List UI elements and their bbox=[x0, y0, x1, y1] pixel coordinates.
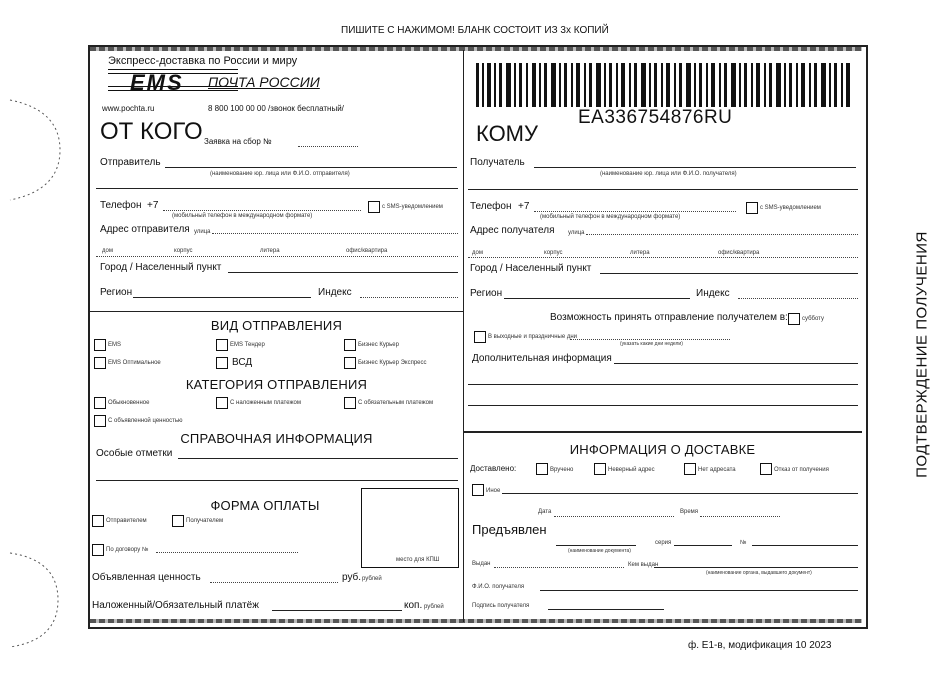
category-ordinary-label: Обыкновенное bbox=[108, 400, 150, 406]
recipient-name-delivery-field[interactable] bbox=[540, 590, 858, 591]
delivered-refused-checkbox[interactable] bbox=[760, 463, 772, 475]
recipient-section-divider bbox=[463, 431, 862, 433]
recipient-street-label: улица bbox=[568, 230, 585, 236]
sender-house-field[interactable] bbox=[96, 256, 458, 257]
issued-label: Выдан bbox=[472, 561, 491, 567]
pay-sender-label: Отправителем bbox=[106, 518, 147, 524]
delivered-no-addressee-checkbox[interactable] bbox=[684, 463, 696, 475]
additional-info-field-3[interactable] bbox=[468, 405, 858, 406]
category-declared-checkbox[interactable] bbox=[94, 415, 106, 427]
request-number-field[interactable] bbox=[298, 146, 358, 147]
contract-number-field[interactable] bbox=[156, 552, 298, 553]
additional-info-field-2[interactable] bbox=[468, 384, 858, 385]
declared-rub: руб. bbox=[342, 572, 362, 583]
saturday-label: субботу bbox=[802, 316, 824, 322]
website: www.pochta.ru bbox=[102, 104, 155, 113]
category-cod-checkbox[interactable] bbox=[216, 397, 228, 409]
recipient-title: КОМУ bbox=[476, 121, 538, 146]
type-business-express-label: Бизнес Курьер Экспресс bbox=[358, 360, 427, 366]
recipient-city-label: Город / Населенный пункт bbox=[470, 263, 592, 274]
recipient-phone-hint: (мобильный телефон в международном формате) bbox=[540, 214, 681, 220]
recipient-phone-field[interactable] bbox=[534, 211, 736, 212]
sender-address-label: Адрес отправителя bbox=[100, 224, 190, 235]
sender-phone-label: Телефон bbox=[100, 200, 142, 211]
delivered-other-label: Иное bbox=[486, 488, 501, 494]
reference-title: СПРАВОЧНАЯ ИНФОРМАЦИЯ bbox=[180, 431, 373, 446]
cod-label: Наложенный/Обязательный платёж bbox=[92, 600, 259, 611]
recipient-letter: литера bbox=[630, 250, 650, 256]
delivered-wrong-address-checkbox[interactable] bbox=[594, 463, 606, 475]
stamp-label: место для КПШ bbox=[396, 557, 440, 563]
holidays-label: В выходные и праздничные дни bbox=[488, 334, 578, 340]
support-phone: 8 800 100 00 00 /звонок бесплатный/ bbox=[208, 104, 344, 113]
sender-name-field[interactable] bbox=[165, 167, 457, 168]
declared-value-field[interactable] bbox=[210, 582, 338, 583]
type-ems-optimal-checkbox[interactable] bbox=[94, 357, 106, 369]
holidays-hint: (указать какие дни недели) bbox=[620, 341, 683, 347]
sender-label: Отправитель bbox=[100, 157, 161, 168]
sender-house: дом bbox=[102, 248, 113, 254]
recipient-street-field[interactable] bbox=[586, 234, 858, 235]
recipient-house: дом bbox=[472, 250, 483, 256]
type-vsd-checkbox[interactable] bbox=[216, 357, 228, 369]
category-mandatory-label: С обязательным платежом bbox=[358, 400, 434, 406]
time-label: Время bbox=[680, 509, 699, 515]
sender-index-label: Индекс bbox=[318, 287, 352, 298]
recipient-name-label: Ф.И.О. получателя bbox=[472, 584, 525, 590]
date-label: Дата bbox=[538, 509, 552, 515]
pay-recipient-label: Получателем bbox=[186, 518, 224, 524]
ems-logo: EMS bbox=[130, 70, 184, 95]
recipient-address-label: Адрес получателя bbox=[470, 225, 555, 236]
recipient-name-field-2[interactable] bbox=[468, 189, 858, 190]
barcode bbox=[476, 63, 856, 107]
sender-region-label: Регион bbox=[100, 287, 133, 298]
sender-city-label: Город / Населенный пункт bbox=[100, 262, 222, 273]
sender-section-divider bbox=[90, 311, 463, 312]
payment-title: ФОРМА ОПЛАТЫ bbox=[210, 498, 320, 513]
time-field[interactable] bbox=[700, 516, 780, 517]
category-ordinary-checkbox[interactable] bbox=[94, 397, 106, 409]
cod-field[interactable] bbox=[272, 610, 402, 611]
sender-street-label: улица bbox=[194, 229, 211, 235]
type-ems-checkbox[interactable] bbox=[94, 339, 106, 351]
tagline: Экспресс-доставка по России и миру bbox=[108, 55, 298, 67]
sender-region-field[interactable] bbox=[133, 297, 311, 298]
sender-letter: литера bbox=[260, 248, 280, 254]
type-ems-tender-label: EMS Тендер bbox=[230, 342, 265, 348]
series-label: серия bbox=[655, 540, 672, 546]
recipient-hint: (наименование юр. лица или Ф.И.О. получателя) bbox=[600, 171, 737, 177]
type-business-courier-checkbox[interactable] bbox=[344, 339, 356, 351]
type-ems-tender-checkbox[interactable] bbox=[216, 339, 228, 351]
sender-phone-hint: (мобильный телефон в международном формате) bbox=[172, 213, 313, 219]
number-label: № bbox=[740, 540, 747, 546]
sender-name-field-2[interactable] bbox=[96, 188, 458, 189]
presented-doc-hint: (наименование документа) bbox=[568, 548, 631, 554]
presented-label: Предъявлен bbox=[472, 522, 547, 537]
saturday-checkbox[interactable] bbox=[788, 313, 800, 325]
post-logo: ПОЧТА РОССИИ bbox=[208, 74, 320, 90]
series-field[interactable] bbox=[674, 545, 732, 546]
sender-street-field[interactable] bbox=[212, 233, 458, 234]
delivered-handed-label: Вручено bbox=[550, 467, 574, 473]
recipient-phone-label: Телефон bbox=[470, 201, 512, 212]
special-marks-label: Особые отметки bbox=[96, 448, 173, 459]
barcode-number: EA336754876RU bbox=[578, 107, 733, 128]
category-cod-label: С наложенным платежом bbox=[230, 400, 301, 406]
pay-contract-label: По договору № bbox=[106, 547, 149, 553]
form-footer: ф. Е1-в, модификация 10 2023 bbox=[688, 640, 832, 651]
additional-info-label: Дополнительная информация bbox=[472, 353, 612, 364]
request-label: Заявка на сбор № bbox=[204, 137, 272, 146]
delivered-no-addressee-label: Нет адресата bbox=[698, 467, 736, 473]
pay-sender-checkbox[interactable] bbox=[92, 515, 104, 527]
delivered-handed-checkbox[interactable] bbox=[536, 463, 548, 475]
type-ems-optimal-label: EMS Оптимальное bbox=[108, 360, 161, 366]
delivered-label: Доставлено: bbox=[470, 464, 517, 473]
type-business-courier-label: Бизнес Курьер bbox=[358, 342, 399, 348]
recipient-building: корпус bbox=[544, 250, 563, 256]
issued-by-label: Кем выдан bbox=[628, 562, 659, 568]
issued-hint: (наименование органа, выдавшего документ) bbox=[706, 570, 812, 576]
delivery-title: ИНФОРМАЦИЯ О ДОСТАВКЕ bbox=[569, 442, 756, 457]
top-banner: ПИШИТЕ С НАЖИМОМ! БЛАНК СОСТОИТ ИЗ 3х КОПИЙ bbox=[341, 25, 609, 36]
category-mandatory-checkbox[interactable] bbox=[344, 397, 356, 409]
stamp-box bbox=[361, 488, 459, 568]
sender-sms-checkbox[interactable] bbox=[368, 201, 380, 213]
center-divider bbox=[463, 50, 464, 622]
holidays-checkbox[interactable] bbox=[474, 331, 486, 343]
type-business-express-checkbox[interactable] bbox=[344, 357, 356, 369]
recipient-region-field[interactable] bbox=[504, 298, 690, 299]
recipient-house-field[interactable] bbox=[468, 257, 858, 258]
sender-phone-code: +7 bbox=[147, 200, 159, 211]
recipient-city-field[interactable] bbox=[600, 273, 858, 274]
recipient-label: Получатель bbox=[470, 157, 525, 168]
tear-mark-bottom bbox=[0, 545, 70, 655]
signature-label: Подпись получателя bbox=[472, 603, 530, 609]
bottom-band bbox=[90, 619, 862, 623]
top-band bbox=[90, 47, 862, 51]
recipient-sms-label: с SMS-уведомлением bbox=[760, 205, 821, 211]
sender-hint: (наименование юр. лица или Ф.И.О. отправителя) bbox=[210, 171, 350, 177]
declared-rubles: рублей bbox=[362, 576, 382, 582]
issued-by-field[interactable] bbox=[654, 567, 858, 568]
special-marks-field[interactable] bbox=[178, 458, 458, 459]
delivered-other-field[interactable] bbox=[502, 493, 858, 494]
recipient-index-field[interactable] bbox=[738, 298, 858, 299]
sender-sms-label: с SMS-уведомлением bbox=[382, 204, 443, 210]
delivered-other-checkbox[interactable] bbox=[472, 484, 484, 496]
cod-rubles: рублей bbox=[424, 604, 444, 610]
recipient-region-label: Регион bbox=[470, 288, 503, 299]
issued-date-field[interactable] bbox=[494, 567, 624, 568]
recipient-sms-checkbox[interactable] bbox=[746, 202, 758, 214]
signature-field[interactable] bbox=[548, 609, 664, 610]
recipient-name-field[interactable] bbox=[534, 167, 856, 168]
shipment-category-title: КАТЕГОРИЯ ОТПРАВЛЕНИЯ bbox=[185, 377, 368, 392]
tear-mark-top bbox=[0, 90, 70, 210]
sender-index-field[interactable] bbox=[360, 297, 458, 298]
type-ems-label: EMS bbox=[108, 342, 122, 348]
type-vsd-label: ВСД bbox=[232, 357, 253, 368]
special-marks-field-2[interactable] bbox=[96, 480, 458, 481]
category-declared-label: С объявленной ценностью bbox=[108, 418, 183, 424]
holidays-field[interactable] bbox=[570, 339, 730, 340]
sender-office: офис/квартира bbox=[346, 248, 388, 254]
pay-recipient-checkbox[interactable] bbox=[172, 515, 184, 527]
date-field[interactable] bbox=[554, 516, 674, 517]
number-field[interactable] bbox=[752, 545, 858, 546]
delivered-refused-label: Отказ от получения bbox=[774, 467, 829, 473]
recipient-phone-code: +7 bbox=[518, 201, 530, 212]
presented-doc-field[interactable] bbox=[556, 545, 636, 546]
recipient-index-label: Индекс bbox=[696, 288, 730, 299]
recipient-office: офис/квартира bbox=[718, 250, 760, 256]
cod-kop: коп. bbox=[404, 600, 423, 611]
side-label: ПОДТВЕРЖДЕНИЕ ПОЛУЧЕНИЯ bbox=[913, 231, 931, 478]
sender-phone-field[interactable] bbox=[163, 210, 361, 211]
sender-building: корпус bbox=[174, 248, 193, 254]
sender-city-field[interactable] bbox=[228, 272, 458, 273]
pay-contract-checkbox[interactable] bbox=[92, 544, 104, 556]
sender-title: ОТ КОГО bbox=[100, 118, 203, 145]
additional-info-field[interactable] bbox=[614, 363, 858, 364]
possibility-label: Возможность принять отправление получателем в: bbox=[550, 312, 788, 323]
delivered-wrong-address-label: Неверный адрес bbox=[608, 467, 655, 473]
declared-value-label: Объявленная ценность bbox=[92, 572, 201, 583]
shipment-type-title: ВИД ОТПРАВЛЕНИЯ bbox=[210, 318, 343, 333]
